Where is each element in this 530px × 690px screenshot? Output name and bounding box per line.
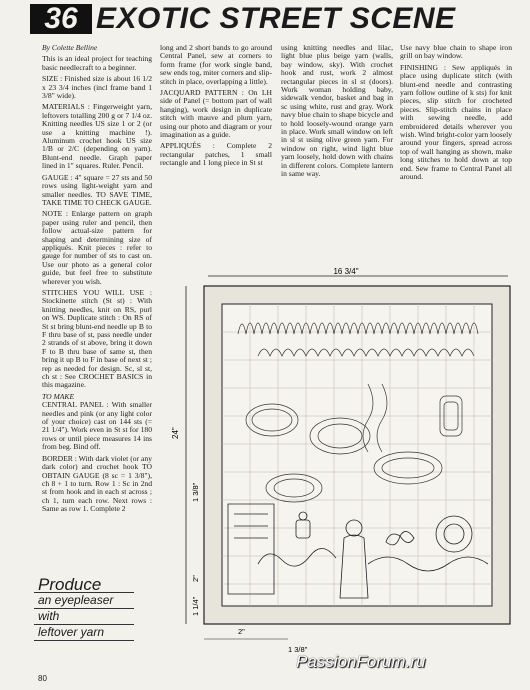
text-column-3 bbox=[281, 44, 393, 182]
paragraph: BORDER : With dark violet (or any dark color) and crochet hook TO OBTAIN GAUGE (8 sc = 1 3/8"), ch 8 + 1 to turn. Row 1 : Sc in 2nd st from hook and in each st across ; ch 1, turn each row. Next rows : Same as row 1. Complete 2 bbox=[42, 453, 152, 514]
watermark: PassionForum.ru bbox=[296, 652, 426, 671]
text-column-2 bbox=[160, 44, 272, 171]
paragraph: CENTRAL PANEL : With smaller needles and pink (or any light color of your choice) cast on 144 sts (= 21 1/4"). Work even in St st for 180 rows or until piece measures 14 ins from beg. Bind off. bbox=[42, 400, 152, 452]
height-label: 24" bbox=[171, 427, 180, 439]
section-heading: TO MAKE bbox=[42, 391, 75, 401]
text-column-1 bbox=[42, 44, 152, 517]
paragraph: GAUGE : 4" square = 27 sts and 50 rows using light-weight yarn and smaller needles. TO SAVE TIME, TAKE TIME TO CHECK GAUGE. bbox=[42, 172, 152, 207]
pattern-diagram bbox=[168, 264, 518, 654]
bottom-label: 1 3/8" bbox=[288, 645, 308, 654]
paragraph: FINISHING : Sew appliqués in place using duplicate stitch (with blunt-end needle and contrasting yarn follow outline of k sts) for knit pieces, slip stitch for crocheted pieces. Slip-stitch chains in place with sewing needle, add embroidered details wherever you wish. Wind bright-color yarn loosely around your fingers, spread across top of wall hanging as shown, make long stitches to hold down at top end. Sew frame to Central Panel all around. bbox=[400, 62, 512, 182]
paragraph: JACQUARD PATTERN : On LH side of Panel (= bottom part of wall hanging), work design in duplicate stitch with mauve and plum yarn, using our photo and diagram or your imagination as a guide. bbox=[160, 88, 272, 140]
paragraph: SIZE : Finished size is about 16 1/2 x 23 3/4 inches (incl frame band 1 3/8" wide). bbox=[42, 74, 152, 101]
pull-caption bbox=[34, 577, 164, 641]
page-title: EXOTIC STREET SCENE bbox=[96, 2, 456, 35]
border-label: 1 3/8" bbox=[191, 482, 200, 502]
page-number: 80 bbox=[38, 674, 47, 683]
paragraph: This is an ideal project for teaching basic needlecraft to a beginner. bbox=[42, 54, 152, 72]
byline: By Colette Belline bbox=[42, 43, 98, 52]
paragraph: NOTE : Enlarge pattern on graph paper using ruler and pencil, then follow actual-size pattern for shaping and determining size of appliqués. Knit pieces : refer to gauge for number of sts to cast on. Use our photo as a general color guide, but feel free to substitute wherever you wish. bbox=[42, 209, 152, 286]
bottom-left-label: 2" bbox=[238, 627, 245, 636]
caption-line: with bbox=[34, 609, 134, 625]
paragraph: Use navy blue chain to shape iron grill on bay window. bbox=[400, 43, 512, 61]
side-label-a: 2" bbox=[191, 575, 200, 582]
paragraph: long and 2 short bands to go around Central Panel, sew at corners to form frame (for work single band, sew ends tog, miter corners and slip-stitch in place, overlapping a little). bbox=[160, 43, 272, 86]
paragraph: STITCHES YOU WILL USE : Stockinette stitch (St st) : With knitting needles, knit on RS, purl on WS. Duplicate stitch : On RS of St st bring blunt-end needle up B to F thru base of st, pass needle under 2 strands of st above, bring it down F to B thru base of same st, then bring it up B to F in base of next st ; rep as needed for design. Sc, sl st, ch st : See CROCHET BASICS in this magazine. bbox=[42, 287, 152, 390]
paragraph: using knitting needles and lilac, light blue plus beige yarn (walls, bay window, sky). With crochet hook and rust, work 2 almost rectangular pieces in sl st (doors). Work woman holding baby, sidewalk vendor, basket and bag in sc using white, rust and gray. Work navy blue chain to shape bicycle and to hold loosely-wound orange yarn in place. Work small window on left in sl st using olive green yarn. For window on right, wind light blue yarn loosely, hold down with chains in different colors. Complete lantern in same way. bbox=[281, 43, 393, 179]
paragraph: MATERIALS : Fingerweight yarn, leftovers totalling 200 g or 7 1/4 oz. Knitting needles US size 1 or 2 (or use a knitting machine !). Aluminum crochet hook US size 1/B or 2/C (depending on yarn). Blunt-end needle. Graph paper lined in 1" squares. Ruler. Pencil. bbox=[42, 102, 152, 171]
text-column-4 bbox=[400, 44, 512, 185]
caption-line: Produce bbox=[34, 577, 134, 593]
page-header bbox=[0, 0, 530, 38]
caption-line: an eyepleaser bbox=[34, 593, 134, 609]
caption-line: leftover yarn bbox=[34, 625, 134, 641]
project-number: 36 bbox=[30, 4, 92, 34]
width-label: 16 3/4" bbox=[333, 267, 359, 276]
side-label-b: 1 1/4" bbox=[191, 596, 200, 616]
paragraph: APPLIQUÉS : Complete 2 rectangular patches, 1 small rectangle and 1 long piece in St st bbox=[160, 141, 272, 168]
